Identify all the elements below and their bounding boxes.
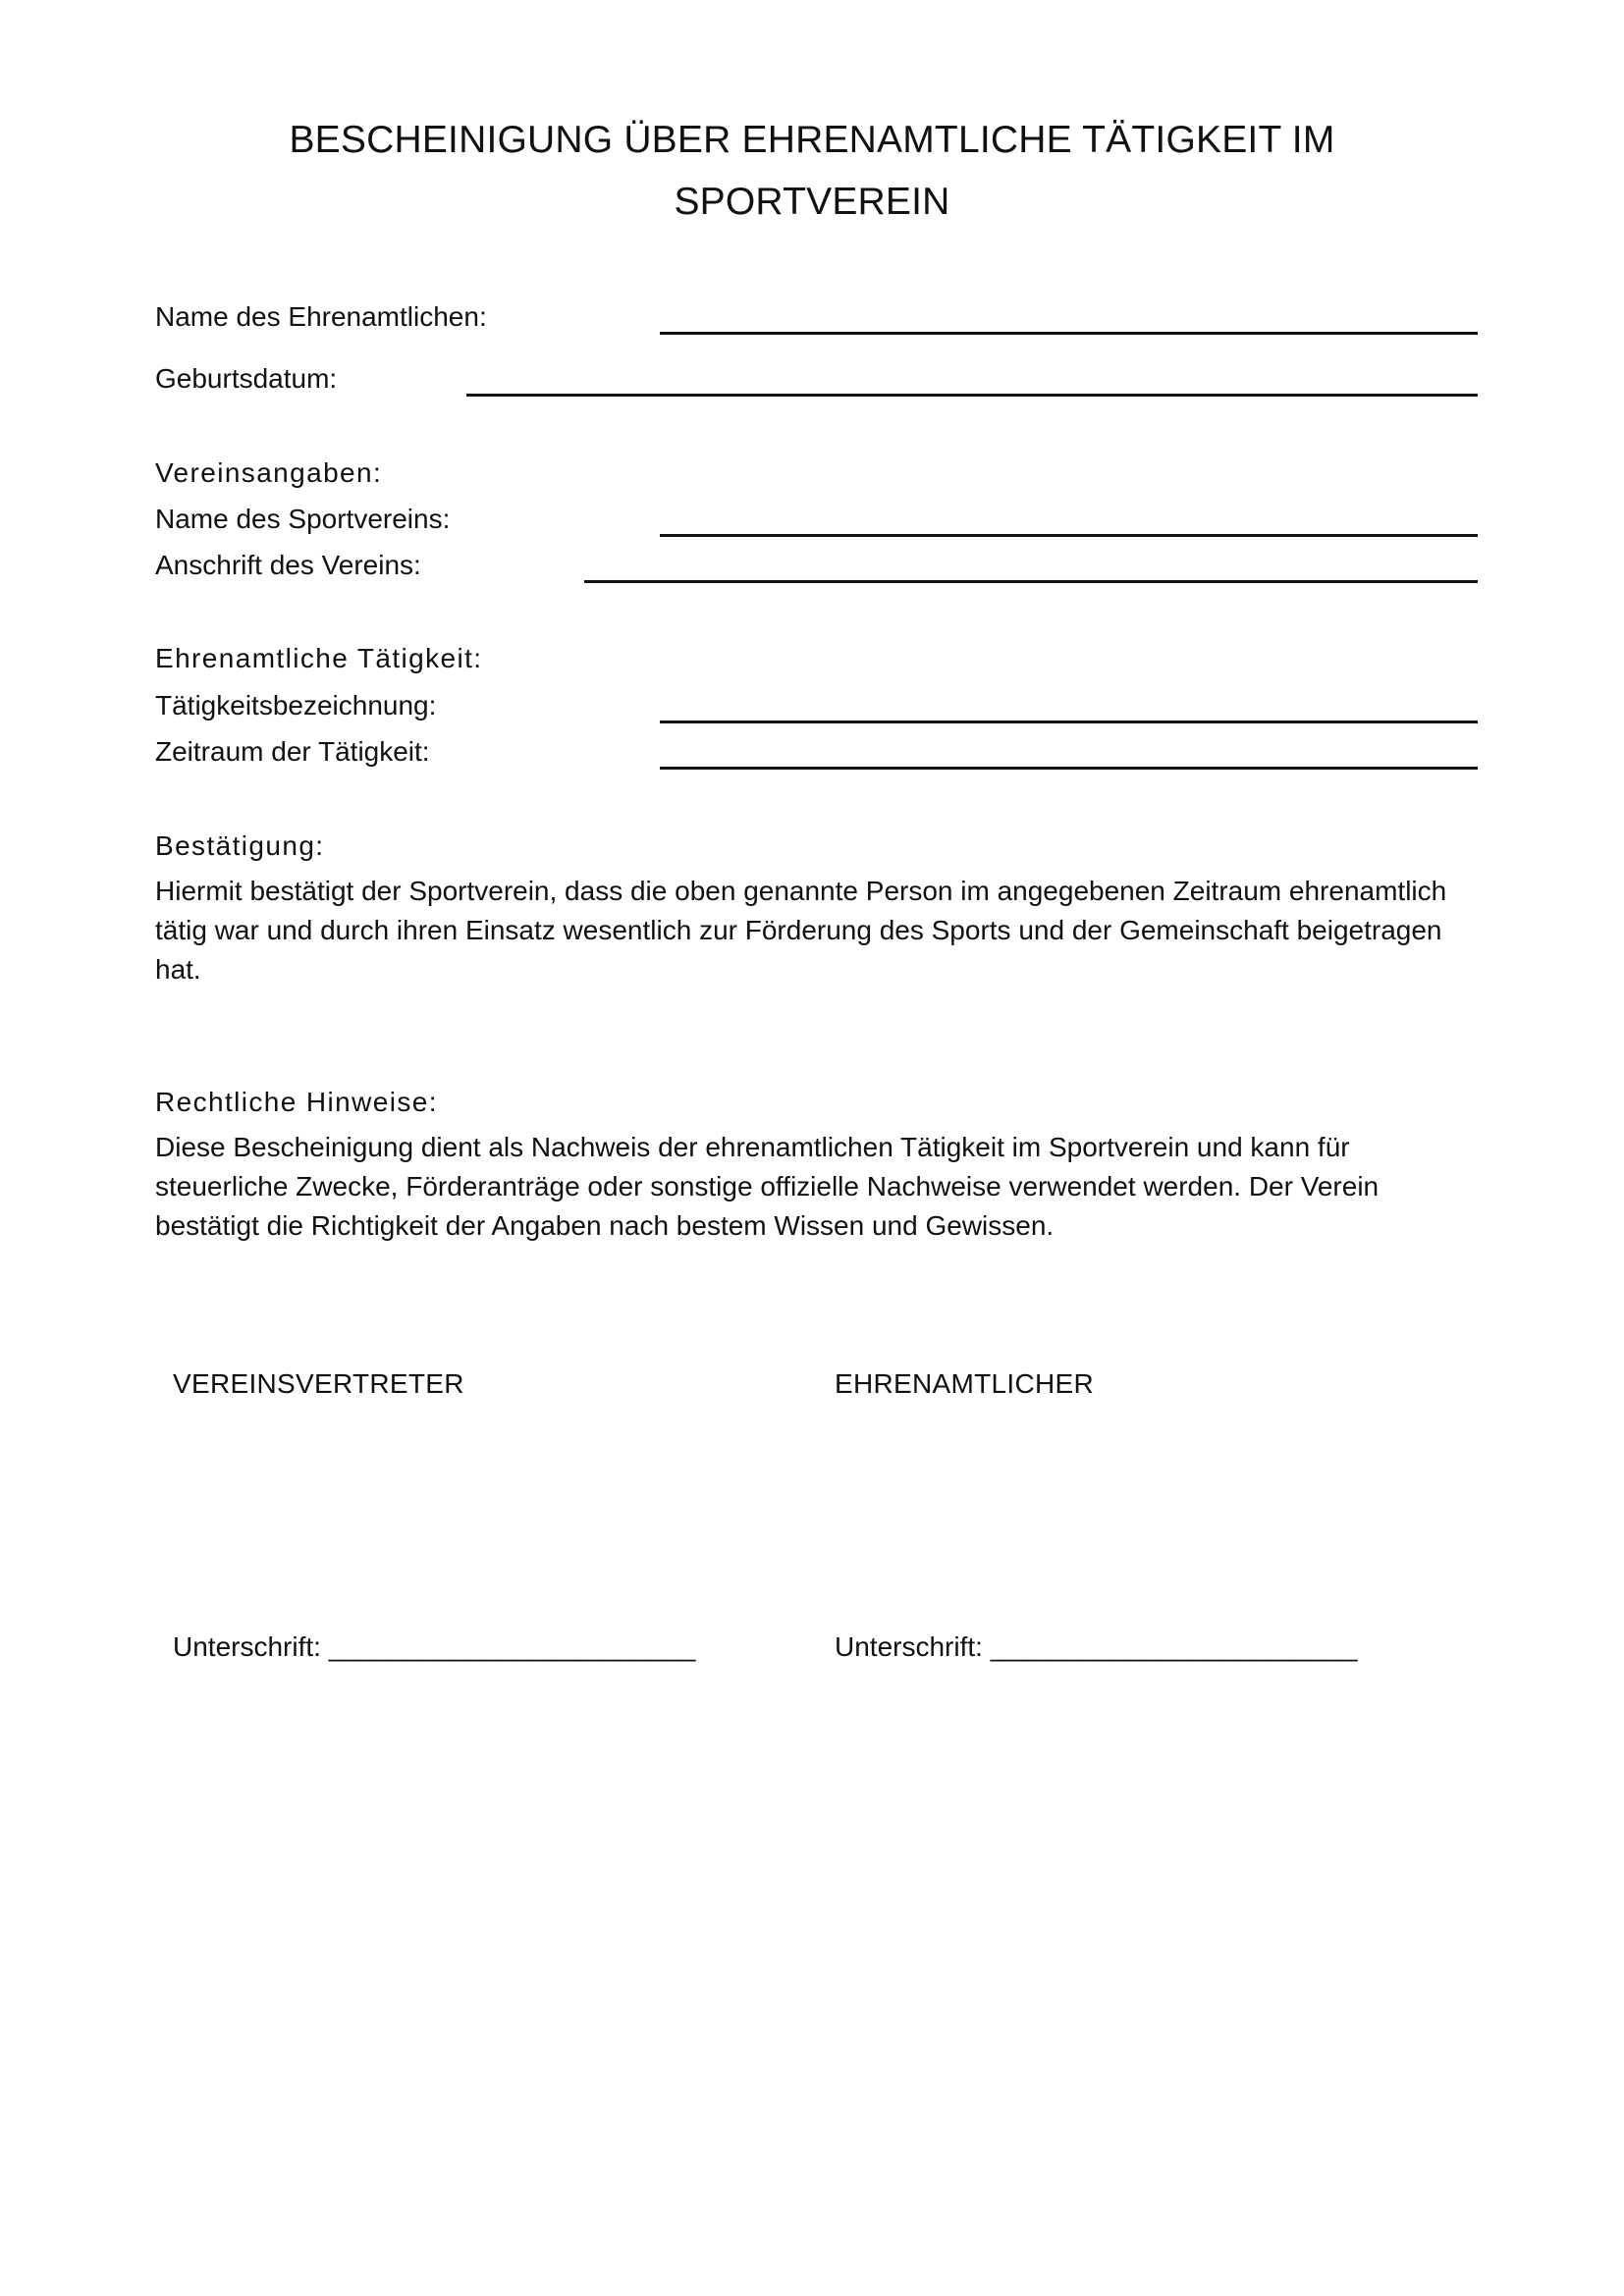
confirmation-line: tätig war und durch ihren Einsatz wesentlich zur Förderung des Sports und der Gemeinschaft beigetragen xyxy=(155,915,1442,945)
document-title-line-1: BESCHEINIGUNG ÜBER EHRENAMTLICHE TÄTIGKEIT IM xyxy=(289,119,1335,161)
club-section-heading: Vereinsangaben: xyxy=(155,457,383,488)
volunteer-signature-field[interactable]: Unterschrift: ________________________ xyxy=(835,1631,1358,1662)
document-title-line-2: SPORTVEREIN xyxy=(674,181,950,223)
name-field-label: Name des Ehrenamtlichen: xyxy=(155,301,487,332)
legal-heading: Rechtliche Hinweise: xyxy=(155,1087,438,1117)
club-address-label: Anschrift des Vereins: xyxy=(155,550,421,580)
legal-paragraph xyxy=(155,1128,1490,1246)
club-representative-signature-field[interactable]: Unterschrift: ________________________ xyxy=(173,1631,696,1662)
name-field-line[interactable] xyxy=(660,332,1478,335)
confirmation-heading: Bestätigung: xyxy=(155,830,325,861)
confirmation-line: hat. xyxy=(155,954,201,985)
activity-title-line[interactable] xyxy=(660,721,1478,723)
club-name-label: Name des Sportvereins: xyxy=(155,504,451,534)
club-name-line[interactable] xyxy=(660,534,1478,537)
activity-period-label: Zeitraum der Tätigkeit: xyxy=(155,736,430,767)
activity-period-line[interactable] xyxy=(660,767,1478,770)
legal-line: bestätigt die Richtigkeit der Angaben nach bestem Wissen und Gewissen. xyxy=(155,1210,1055,1241)
legal-line: Diese Bescheinigung dient als Nachweis der ehrenamtlichen Tätigkeit im Sportverein und kann für xyxy=(155,1132,1350,1162)
club-address-line[interactable] xyxy=(584,580,1478,583)
volunteer-role: EHRENAMTLICHER xyxy=(835,1368,1095,1399)
birthdate-field-line[interactable] xyxy=(466,394,1478,397)
birthdate-field-label: Geburtsdatum: xyxy=(155,363,338,394)
confirmation-paragraph xyxy=(155,872,1490,989)
activity-section-heading: Ehrenamtliche Tätigkeit: xyxy=(155,643,483,673)
activity-title-label: Tätigkeitsbezeichnung: xyxy=(155,690,437,721)
club-representative-role: VEREINSVERTRETER xyxy=(173,1368,464,1399)
legal-line: steuerliche Zwecke, Förderanträge oder sonstige offizielle Nachweise verwendet werden. Der Verein xyxy=(155,1171,1380,1201)
confirmation-line: Hiermit bestätigt der Sportverein, dass die oben genannte Person im angegebenen Zeitraum ehrenamtlich xyxy=(155,876,1447,906)
